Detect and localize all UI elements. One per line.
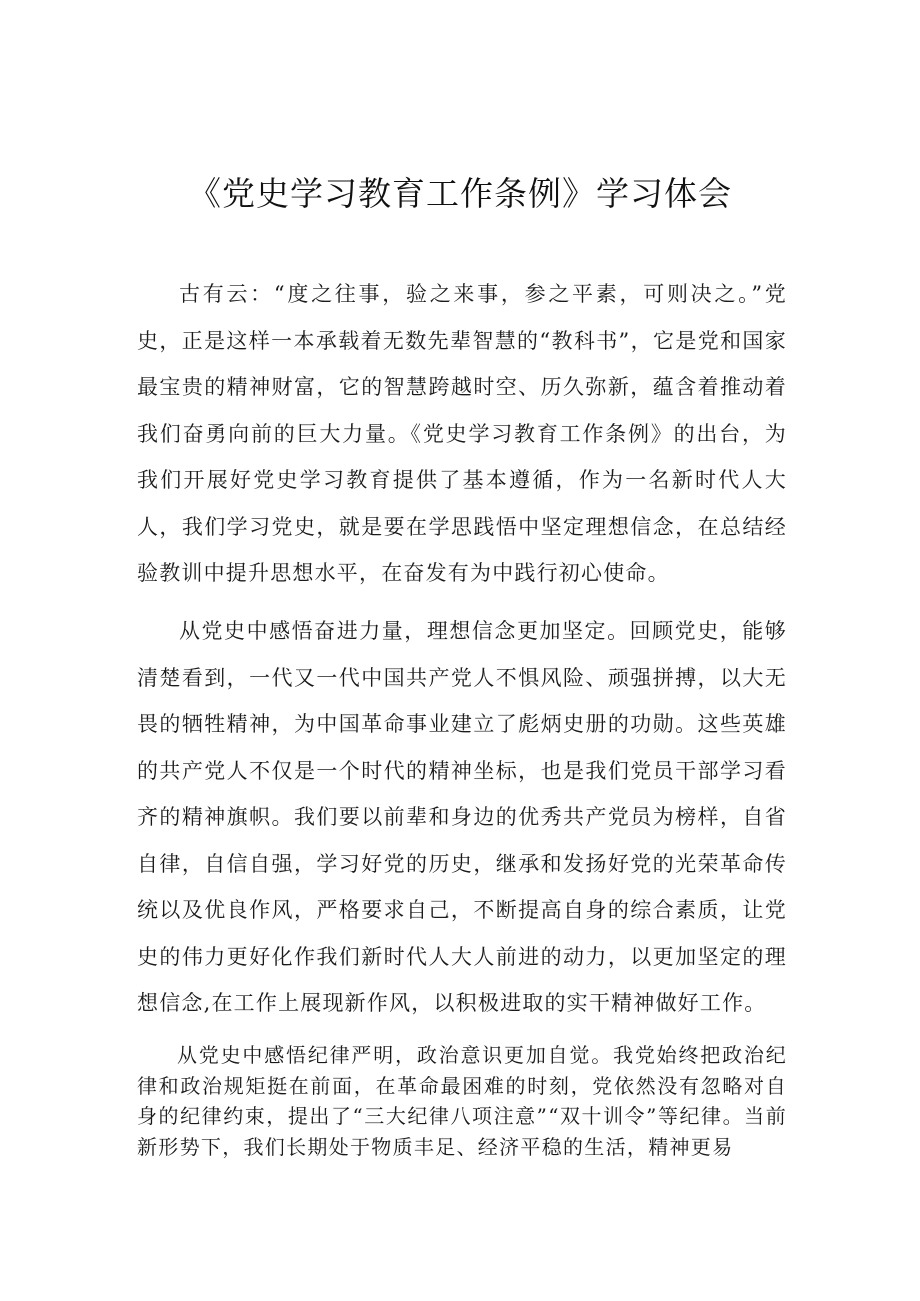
paragraph-2: 从党史中感悟奋进力量，理想信念更加坚定。回顾党史，能够清楚看到，一代又一代中国共产党人不惧风险、顽强拼搏，以大无畏的牺牲精神，为中国革命事业建立了彪炳史册的功勋。这些英雄的共产党人不仅是一个时代的精神坐标，也是我们党员干部学习看齐的精神旗帜。我们要以前辈和身边的优秀共产党员为榜样，自省自律，自信自强，学习好党的历史，继承和发扬好党的光荣革命传统以及优良作风，严格要求自己，不断提高自身的综合素质，让党史的伟力更好化作我们新时代人大人前进的动力，以更加坚定的理想信念,在工作上展现新作风，以积极进取的实干精神做好工作。 <box>137 619 787 1015</box>
document-title: 《党史学习教育工作条例》学习体会 <box>188 174 732 213</box>
paragraph-3: 从党史中感悟纪律严明，政治意识更加自觉。我党始终把政治纪律和政治规矩挺在前面，在革命最困难的时刻，党依然没有忽略对自身的纪律约束，提出了“三大纪律八项注意”“双十训令”等纪律。当前新形势下，我们长期处于物质丰足、经济平稳的生活，精神更易 <box>137 1043 787 1159</box>
paragraph-1: 古有云：“度之往事，验之来事，参之平素，可则决之。”党史，正是这样一本承载着无数先辈智慧的“教科书”，它是党和国家最宝贵的精神财富，它的智慧跨越时空、历久弥新，蕴含着推动着我们奋勇向前的巨大力量。《党史学习教育工作条例》的出台，为我们开展好党史学习教育提供了基本遵循，作为一名新时代人大人，我们学习党史，就是要在学思践悟中坚定理想信念，在总结经验教训中提升思想水平，在奋发有为中践行初心使命。 <box>137 282 787 585</box>
